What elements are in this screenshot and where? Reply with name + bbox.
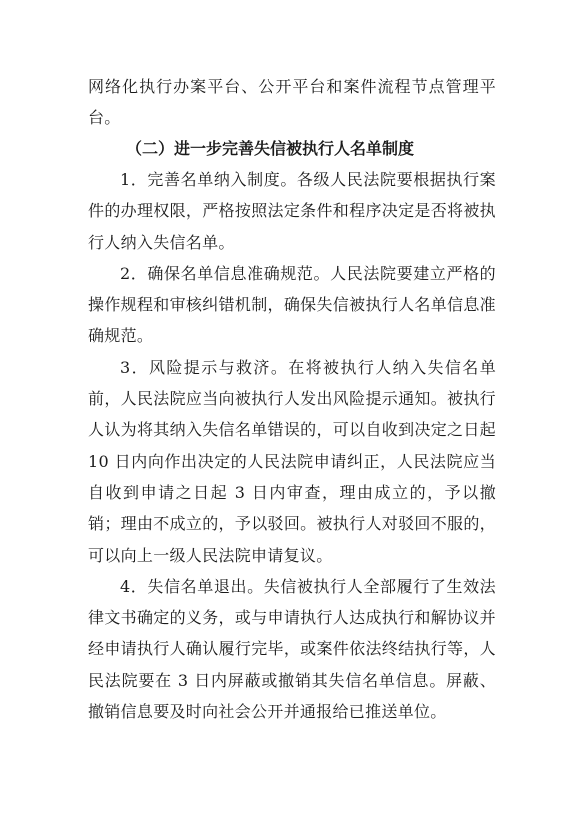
body-paragraphs [88, 164, 496, 727]
paragraph-3: 3．风险提示与救济。在将被执行人纳入失信名单前，人民法院应当向被执行人发出风险提示通知。被执行人认为将其纳入失信名单错误的，可以自收到决定之日起 10 日内向作出决定的人民法院申请纠正，人民法院应当自收到申请之日起 3 日内审查，理由成立的，予以撤销；理由不成立的，予以驳回。被执行人对驳回不服的，可以向上一级人民法院申请复议。 [88, 357, 496, 565]
section-heading: （二）进一步完善失信被执行人名单制度 [126, 139, 415, 158]
paragraph-2: 2．确保名单信息准确规范。人民法院要建立严格的操作规程和审核纠错机制，确保失信被执行人名单信息准确规范。 [88, 263, 496, 346]
paragraph-1: 1．完善名单纳入制度。各级人民法院要根据执行案件的办理权限，严格按照法定条件和程序决定是否将被执行人纳入失信名单。 [88, 170, 496, 252]
paragraph-4: 4．失信名单退出。失信被执行人全部履行了生效法律文书确定的义务，或与申请执行人达成执行和解协议并经申请执行人确认履行完毕，或案件依法终结执行等，人民法院要在 3 日内屏蔽或撤销其失信名单信息。屏蔽、撤销信息要及时向社会公开并通报给已推送单位。 [88, 576, 496, 722]
continuation-paragraph: 网络化执行办案平台、公开平台和案件流程节点管理平台。 [88, 77, 496, 128]
